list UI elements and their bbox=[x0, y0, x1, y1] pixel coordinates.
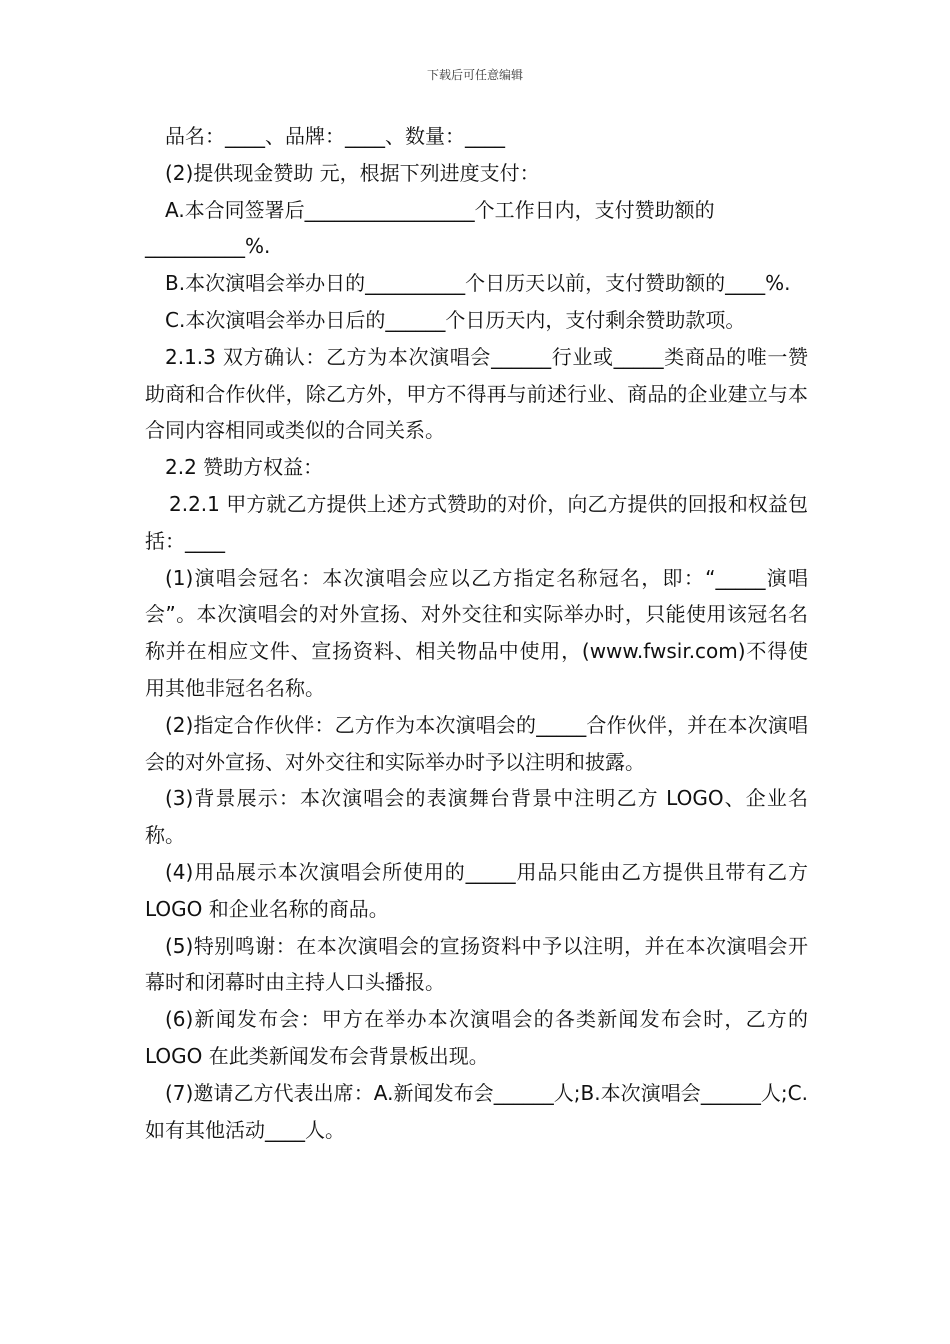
paragraph-rights-overview: 2.2.1 甲方就乙方提供上述方式赞助的对价，向乙方提供的回报和权益包括：____ bbox=[145, 491, 808, 553]
section-heading-sponsor-rights: 2.2 赞助方权益： bbox=[165, 455, 324, 480]
paragraph-press-conference: (6)新闻发布会：甲方在举办本次演唱会的各类新闻发布会时，乙方的 LOGO 在此类新闻发布会背景板出现。 bbox=[145, 1007, 808, 1068]
document-body bbox=[145, 118, 808, 1148]
paragraph-special-thanks: (5)特别鸣谢：在本次演唱会的宣扬资料中予以注明，并在本次演唱会开幕时和闭幕时由主持人口头播报。 bbox=[145, 933, 808, 995]
paragraph-background-display: (3)背景展示：本次演唱会的表演舞台背景中注明乙方 LOGO、企业名称。 bbox=[145, 786, 808, 848]
paragraph-product-display: (4)用品展示本次演唱会所使用的_____用品只能由乙方提供且带有乙方 LOGO 和企业名称的商品。 bbox=[145, 859, 808, 921]
paragraph-naming-rights: (1)演唱会冠名：本次演唱会应以乙方指定名称冠名，即：“_____演唱会”。本次演唱会的对外宣扬、对外交往和实际举办时，只能使用该冠名名称并在相应文件、宣扬资料、相关物品中使用，(www.fwsir.com)不得使用其他非冠名名称。 bbox=[145, 565, 808, 700]
paragraph-designated-partner: (2)指定合作伙伴：乙方作为本次演唱会的_____合作伙伴，并在本次演唱会的对外宣扬、对外交往和实际举办时予以注明和披露。 bbox=[145, 712, 808, 774]
paragraph-invite-representatives: (7)邀请乙方代表出席：A.新闻发布会______人;B.本次演唱会______人;C.如有其他活动____人。 bbox=[145, 1080, 808, 1142]
paragraph-cash-sponsorship: (2)提供现金赞助 元，根据下列进度支付： bbox=[165, 160, 540, 185]
paragraph-payment-c: C.本次演唱会举办日后的______个日历天内，支付剩余赞助款项。 bbox=[165, 307, 746, 332]
paragraph-product-info: 品名：____、品牌：____、数量：____ bbox=[165, 124, 505, 148]
paragraph-exclusive-confirmation: 2.1.3 双方确认：乙方为本次演唱会______行业或_____类商品的唯一赞助商和合作伙伴，除乙方外，甲方不得再与前述行业、商品的企业建立与本合同内容相同或类似的合同关系。 bbox=[145, 344, 808, 443]
paragraph-payment-b: B.本次演唱会举办日的__________个日历天以前，支付赞助额的____%. bbox=[165, 271, 791, 296]
page-header: 下载后可任意编辑 bbox=[426, 68, 523, 82]
paragraph-payment-a: A.本合同签署后_________________个工作日内，支付赞助额的__________%. bbox=[145, 197, 715, 259]
